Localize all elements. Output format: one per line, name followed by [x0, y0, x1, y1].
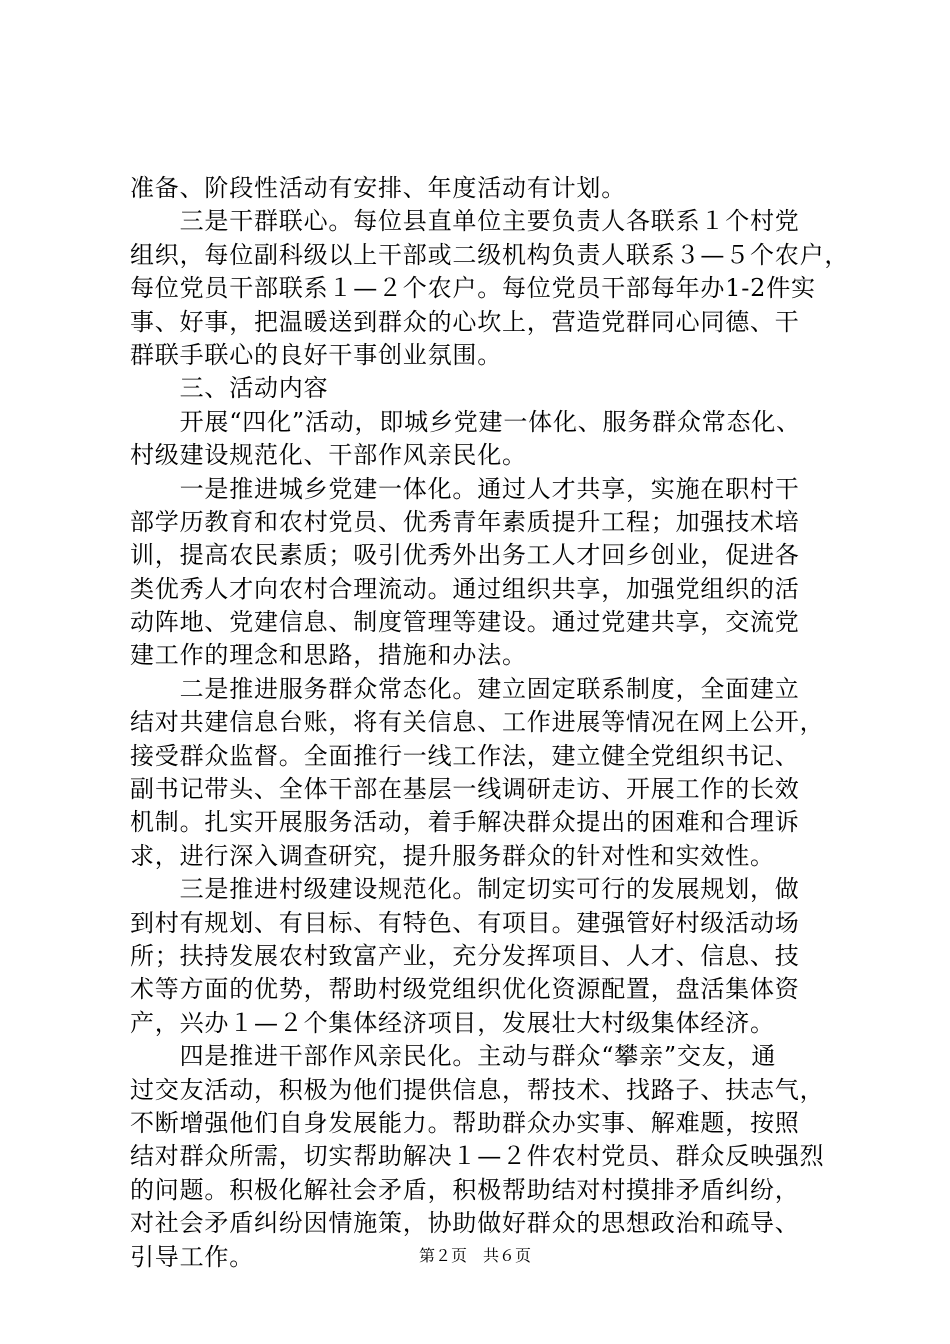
text-line: 所；扶持发展农村致富产业，充分发挥项目、人才、信息、技	[130, 941, 800, 970]
text-line: 结对群众所需，切实帮助解决１—２件农村党员、群众反映强烈	[130, 1142, 825, 1171]
text-line: 术等方面的优势，帮助村级党组织优化资源配置，盘活集体资	[130, 975, 800, 1004]
text-line: 一是推进城乡党建一体化。通过人才共享，实施在职村干	[130, 474, 800, 503]
text-line: 建工作的理念和思路，措施和办法。	[130, 641, 527, 670]
text-line: 村级建设规范化、干部作风亲民化。	[130, 441, 527, 470]
text-line: 到村有规划、有目标、有特色、有项目。建强管好村级活动场	[130, 908, 800, 937]
text-line: 组织，每位副科级以上干部或二级机构负责人联系３—５个农户，	[130, 240, 850, 269]
text-line: 部学历教育和农村党员、优秀青年素质提升工程；加强技术培	[130, 507, 800, 536]
document-body	[130, 172, 850, 1274]
text-line: 过交友活动，积极为他们提供信息，帮技术、找路子、扶志气，	[130, 1075, 825, 1104]
text-line: 准备、阶段性活动有安排、年度活动有计划。	[130, 174, 626, 202]
text-line: 机制。扎实开展服务活动，着手解决群众提出的困难和合理诉	[130, 808, 800, 837]
text-line: 动阵地、党建信息、制度管理等建设。通过党建共享，交流党	[130, 608, 800, 637]
text-line: 引导工作。	[130, 1242, 254, 1271]
text-line: 群联手联心的良好干事创业氛围。	[130, 340, 502, 369]
text-line: 产，兴办１—２个集体经济项目，发展壮大村级集体经济。	[130, 1008, 775, 1037]
text-line: 不断增强他们自身发展能力。帮助群众办实事、解难题，按照	[130, 1108, 800, 1137]
text-line: 四是推进干部作风亲民化。主动与群众“攀亲”交友，通	[130, 1042, 777, 1071]
text-line: 副书记带头、全体干部在基层一线调研走访、开展工作的长效	[130, 775, 800, 804]
page-number-footer: 第２页 共６页	[418, 1246, 531, 1265]
text-line: 的问题。积极化解社会矛盾，积极帮助结对村摸排矛盾纠纷，	[130, 1175, 800, 1204]
text-line: 开展“四化”活动，即城乡党建一体化、服务群众常态化、	[130, 407, 801, 436]
text-line: 事、好事，把温暖送到群众的心坎上，营造党群同心同德、干	[130, 307, 800, 336]
text-line: 三是推进村级建设规范化。制定切实可行的发展规划，做	[130, 875, 800, 904]
text-line: 三是干群联心。每位县直单位主要负责人各联系１个村党	[130, 207, 800, 236]
text-line: 对社会矛盾纠纷因情施策，协助做好群众的思想政治和疏导、	[130, 1209, 800, 1238]
text-line: 结对共建信息台账，将有关信息、工作进展等情况在网上公开，	[130, 708, 825, 737]
section-heading: 三、活动内容	[130, 374, 329, 403]
text-line: 求，进行深入调查研究，提升服务群众的针对性和实效性。	[130, 841, 775, 870]
text-line: 二是推进服务群众常态化。建立固定联系制度，全面建立	[130, 674, 800, 703]
text-line: 接受群众监督。全面推行一线工作法，建立健全党组织书记、	[130, 741, 800, 770]
text-line: 每位党员干部联系１—２个农户。每位党员干部每年办1-2件实	[130, 274, 816, 303]
text-line: 类优秀人才向农村合理流动。通过组织共享，加强党组织的活	[130, 574, 800, 603]
text-line: 训，提高农民素质；吸引优秀外出务工人才回乡创业，促进各	[130, 541, 800, 570]
